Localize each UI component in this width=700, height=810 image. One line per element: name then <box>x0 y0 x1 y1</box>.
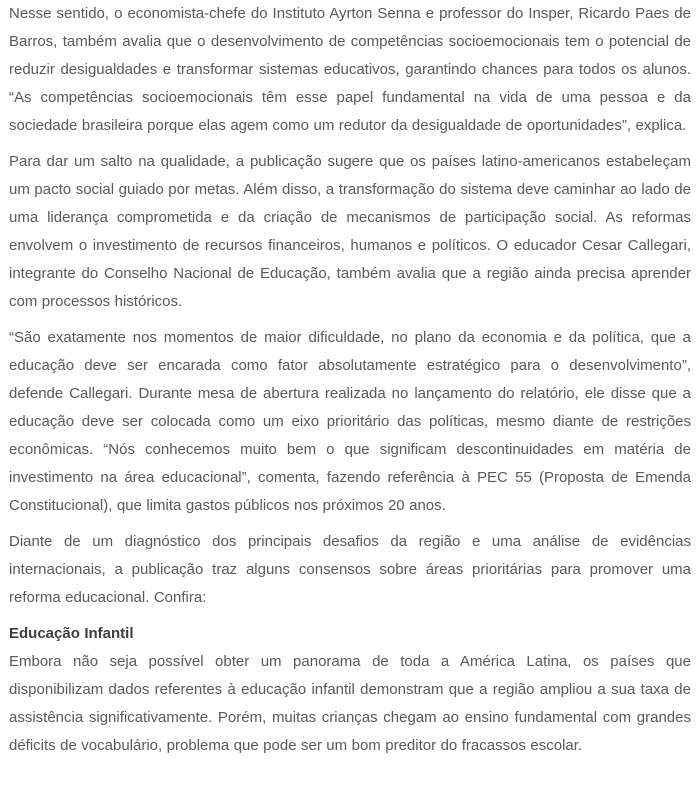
article-paragraph: Nesse sentido, o economista-chefe do Instituto Ayrton Senna e professor do Insper, Ricardo Paes de Barros, também avalia que o desenvolvimento de competências socioemocionais tem o potencial de reduzir desigualdades e transformar sistemas educativos, garantindo chances para todos os alunos. “As competências socioemocionais têm esse papel fundamental na vida de uma pessoa e da sociedade brasileira porque elas agem como um redutor da desigualdade de oportunidades”, explica. <box>9 5 691 134</box>
section-body: Embora não seja possível obter um panorama de toda a América Latina, os países que disponibilizam dados referentes à educação infantil demonstram que a região ampliou a sua taxa de assistência significativamente. Porém, muitas crianças chegam ao ensino fundamental com grandes déficits de vocabulário, problema que pode ser um bom preditor do fracassos escolar. <box>9 653 691 754</box>
article-paragraph: Para dar um salto na qualidade, a publicação sugere que os países latino-americanos estabeleçam um pacto social guiado por metas. Além disso, a transformação do sistema deve caminhar ao lado de uma liderança comprometida e da criação de mecanismos de participação social. As reformas envolvem o investimento de recursos financeiros, humanos e políticos. O educador Cesar Callegari, integrante do Conselho Nacional de Educação, também avalia que a região ainda precisa aprender com processos históricos. <box>9 153 691 310</box>
article-paragraph: Diante de um diagnóstico dos principais desafios da região e uma análise de evidências internacionais, a publicação traz alguns consensos sobre áreas prioritárias para promover uma reforma educacional. Confira: <box>9 533 691 606</box>
article-paragraph: “São exatamente nos momentos de maior dificuldade, no plano da economia e da política, que a educação deve ser encarada como fator absolutamente estratégico para o desenvolvimento”, defende Callegari. Durante mesa de abertura realizada no lançamento do relatório, ele disse que a educação deve ser colocada como um eixo prioritário das políticas, mesmo diante de restrições econômicas. “Nós conhecemos muito bem o que significam descontinuidades em matéria de investimento na área educacional”, comenta, fazendo referência à PEC 55 (Proposta de Emenda Constitucional), que limita gastos públicos nos próximos 20 anos. <box>9 329 691 514</box>
section-heading: Educação Infantil <box>9 625 134 642</box>
section-paragraph <box>9 620 691 760</box>
